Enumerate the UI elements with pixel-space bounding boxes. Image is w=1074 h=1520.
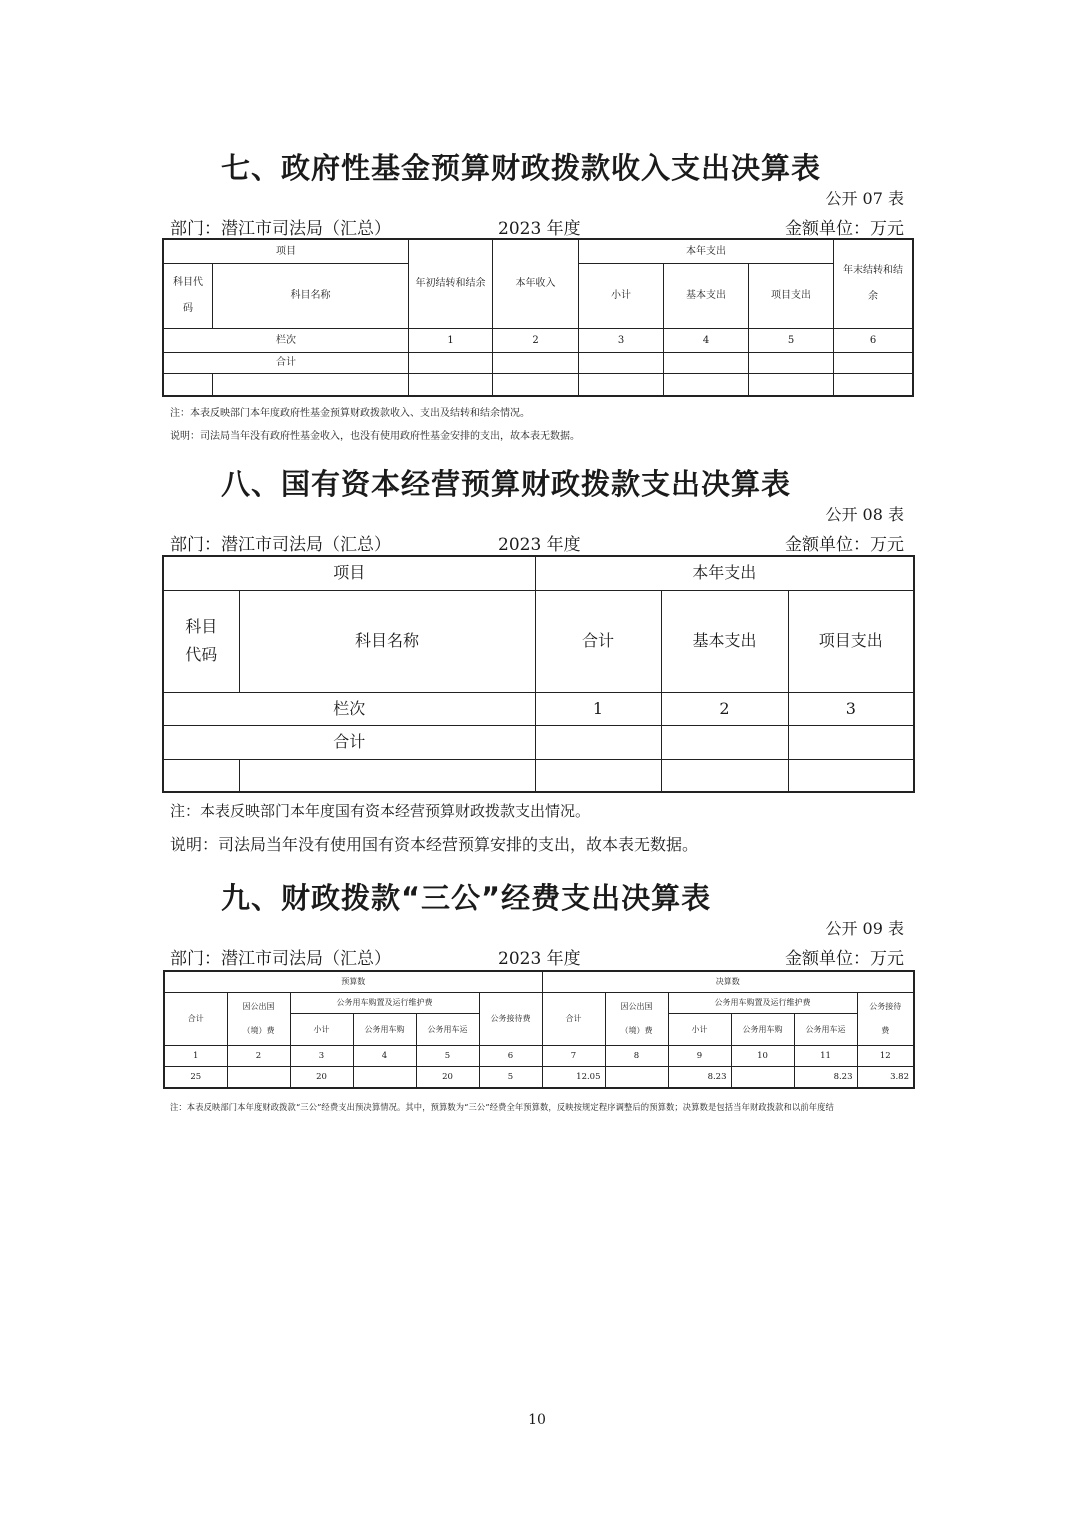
section9-pub-no: 公开 09 表 (825, 919, 904, 938)
cell (409, 353, 493, 374)
header-car-purchase: 公务用车购 (353, 1014, 416, 1046)
section9-year: 2023 年度 (498, 949, 581, 969)
col-no: 2 (227, 1046, 290, 1067)
header-project: 项目支出 (749, 264, 834, 329)
section7-note: 注：本表反映部门本年度政府性基金预算财政拨款收入、支出及结转和结余情况。 (170, 408, 530, 419)
col-no: 3 (788, 692, 914, 725)
header-item: 项目 (163, 556, 535, 590)
value-cell (731, 1067, 794, 1089)
col-no: 1 (409, 329, 493, 353)
header-project: 项目支出 (788, 590, 914, 692)
cell (834, 374, 913, 396)
cell (664, 353, 749, 374)
cell (535, 725, 661, 759)
cell (164, 374, 213, 396)
header-final: 决算数 (542, 971, 914, 993)
value-cell (605, 1067, 668, 1089)
header-code: 科目代码 (164, 264, 213, 329)
cell (579, 353, 664, 374)
cell (664, 374, 749, 396)
col-no: 1 (535, 692, 661, 725)
cell (661, 759, 788, 792)
cell (749, 374, 834, 396)
cell (239, 759, 535, 792)
col-no: 5 (416, 1046, 479, 1067)
section8-year: 2023 年度 (498, 535, 581, 555)
row-lanci: 栏次 (164, 329, 409, 353)
header-total: 合计 (164, 993, 227, 1046)
col-no: 12 (857, 1046, 914, 1067)
section8-note: 注：本表反映部门本年度国有资本经营预算财政拨款支出情况。 (170, 802, 591, 820)
section7-dept: 部门：潜江市司法局（汇总） (170, 219, 391, 239)
header-total: 合计 (535, 590, 661, 692)
value-cell: 8.23 (794, 1067, 857, 1089)
header-car-purchase: 公务用车购 (731, 1014, 794, 1046)
cell (213, 374, 409, 396)
cell (749, 353, 834, 374)
section8-title: 八、国有资本经营预算财政拨款支出决算表 (221, 467, 792, 501)
col-no: 8 (605, 1046, 668, 1067)
header-code: 科目代码 (163, 590, 239, 692)
row-lanci: 栏次 (163, 692, 535, 725)
header-subtotal: 小计 (668, 1014, 731, 1046)
value-cell: 3.82 (857, 1067, 914, 1089)
header-end-balance: 年末结转和结余 (834, 240, 913, 329)
header-expense: 本年支出 (579, 240, 834, 264)
cell (163, 759, 239, 792)
header-name: 科目名称 (239, 590, 535, 692)
col-no: 5 (749, 329, 834, 353)
header-abroad: 因公出国（境）费 (227, 993, 290, 1046)
col-no: 7 (542, 1046, 605, 1067)
cell (493, 374, 579, 396)
value-cell: 12.05 (542, 1067, 605, 1089)
value-cell: 25 (164, 1067, 227, 1089)
header-name: 科目名称 (213, 264, 409, 329)
section7-pub-no: 公开 07 表 (825, 189, 904, 208)
header-income: 本年收入 (493, 240, 579, 329)
statecapital-table (162, 555, 915, 793)
col-no: 11 (794, 1046, 857, 1067)
cell (579, 374, 664, 396)
col-no: 10 (731, 1046, 794, 1067)
header-basic: 基本支出 (661, 590, 788, 692)
section7-title: 七、政府性基金预算财政拨款收入支出决算表 (221, 151, 822, 185)
col-no: 9 (668, 1046, 731, 1067)
header-budget: 预算数 (164, 971, 542, 993)
cell (661, 725, 788, 759)
cell (788, 725, 914, 759)
govfund-table (163, 239, 913, 396)
header-car-operation: 公务用车运 (794, 1014, 857, 1046)
cell (535, 759, 661, 792)
cell (834, 353, 913, 374)
cell (788, 759, 914, 792)
section9-note: 注：本表反映部门本年度财政拨款“三公”经费支出预决算情况。其中，预算数为“三公”经费全年预算数，反映按规定程序调整后的预算数；决算数是包括当年财政拨款和以前年度结 (170, 1102, 834, 1112)
col-no: 3 (290, 1046, 353, 1067)
row-total: 合计 (163, 725, 535, 759)
section9-title: 九、财政拨款“三公”经费支出决算表 (221, 881, 712, 915)
header-reception: 公务接待费 (857, 993, 914, 1046)
section8-unit: 金额单位：万元 (785, 535, 904, 555)
section9-unit: 金额单位：万元 (785, 949, 904, 969)
section7-explain: 说明：司法局当年没有政府性基金收入，也没有使用政府性基金安排的支出，故本表无数据。 (170, 431, 580, 442)
section9-dept: 部门：潜江市司法局（汇总） (170, 949, 391, 969)
header-basic: 基本支出 (664, 264, 749, 329)
cell (409, 374, 493, 396)
col-no: 6 (834, 329, 913, 353)
cell (493, 353, 579, 374)
header-begin-balance: 年初结转和结余 (409, 240, 493, 329)
col-no: 1 (164, 1046, 227, 1067)
section8-explain: 说明：司法局当年没有使用国有资本经营预算安排的支出，故本表无数据。 (170, 835, 699, 854)
col-no: 2 (661, 692, 788, 725)
value-cell (353, 1067, 416, 1089)
col-no: 4 (664, 329, 749, 353)
section8-pub-no: 公开 08 表 (825, 505, 904, 524)
page-number: 10 (528, 1412, 546, 1428)
value-cell: 20 (416, 1067, 479, 1089)
header-expense: 本年支出 (535, 556, 914, 590)
value-cell: 20 (290, 1067, 353, 1089)
col-no: 3 (579, 329, 664, 353)
header-subtotal: 小计 (579, 264, 664, 329)
value-cell: 8.23 (668, 1067, 731, 1089)
header-car: 公务用车购置及运行维护费 (668, 993, 857, 1014)
header-reception: 公务接待费 (479, 993, 542, 1046)
row-total: 合计 (164, 353, 409, 374)
header-total: 合计 (542, 993, 605, 1046)
section7-year: 2023 年度 (498, 219, 581, 239)
three-public-table (163, 970, 915, 1089)
col-no: 4 (353, 1046, 416, 1067)
value-cell: 5 (479, 1067, 542, 1089)
header-abroad: 因公出国（境）费 (605, 993, 668, 1046)
header-car-operation: 公务用车运 (416, 1014, 479, 1046)
section7-unit: 金额单位：万元 (785, 219, 904, 239)
header-item: 项目 (164, 240, 409, 264)
header-car: 公务用车购置及运行维护费 (290, 993, 479, 1014)
col-no: 6 (479, 1046, 542, 1067)
section8-dept: 部门：潜江市司法局（汇总） (170, 535, 391, 555)
col-no: 2 (493, 329, 579, 353)
value-cell (227, 1067, 290, 1089)
header-subtotal: 小计 (290, 1014, 353, 1046)
